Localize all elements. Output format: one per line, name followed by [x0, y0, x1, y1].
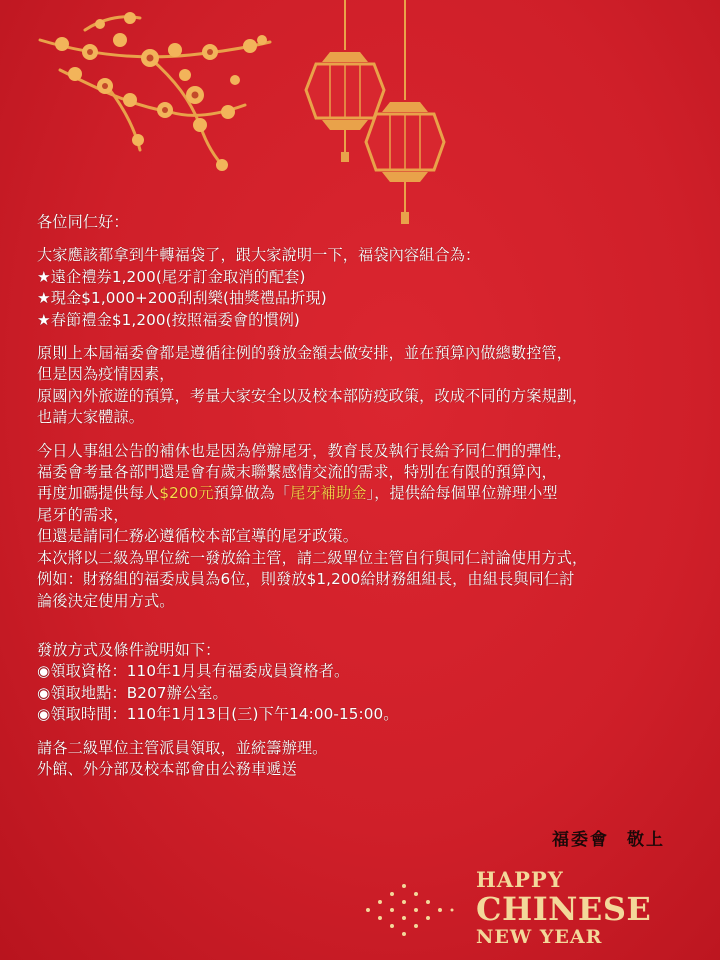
subsidy-mid: 預算做為「 [213, 484, 291, 503]
plum-flowers [55, 12, 267, 171]
bag-item: ★遠企禮券1,200(尾牙訂金取消的配套) [37, 267, 306, 286]
signature [552, 825, 665, 850]
distribution-item: ◉領取地點：B207辦公室。 [37, 683, 228, 702]
bag-item: ★春節禮金$1,200(按照福委會的慣例) [37, 310, 300, 329]
signature-regards: 敬上 [627, 830, 665, 850]
paragraph-line: 例如：財務組的福委成員為6位，則發放$1,200給財務組組長，由組長與同仁討 [37, 570, 575, 589]
closing-line: 外館、外分部及校本部會由公務車遞送 [37, 759, 297, 778]
closing-block [37, 738, 707, 781]
paragraph-line: 也請大家體諒。 [37, 408, 145, 427]
paragraph-line: 原則上本屆福委會都是遵循往例的發放金額去做安排，並在預算內做總數控管， [37, 344, 573, 363]
diamond-dots-icon [358, 880, 468, 940]
distribution-block [37, 640, 707, 726]
subsidy-amount: $200元 [159, 484, 214, 503]
paragraph-line: 本次將以二級為單位統一發放給主管，請二級單位主管自行與同仁討論使用方式， [37, 548, 588, 567]
intro-text: 大家應該都拿到牛轉福袋了，跟大家說明一下，福袋內容組合為： [37, 246, 481, 265]
greeting: 各位同仁好： [37, 213, 129, 231]
paragraph-line: 今日人事組公告的補休也是因為停辦尾牙，教育長及執行長給予同仁們的彈性， [37, 441, 573, 460]
plum-blossom-lantern-illustration [0, 0, 720, 230]
budget-explanation [37, 343, 707, 429]
banner-line: NEW YEAR [476, 926, 603, 948]
subsidy-term: 尾牙補助金 [290, 484, 367, 503]
banner-line: HAPPY [476, 867, 564, 892]
signature-org: 福委會 [552, 830, 609, 850]
paragraph-line: 但是因為疫情因素， [37, 365, 175, 384]
plum-branch-icon [40, 17, 270, 168]
paragraph-line: 福委會考量各部門還是會有歲末聯繫感情交流的需求，特別在有限的預算內， [37, 463, 557, 482]
bag-item: ★現金$1,000+200刮刮樂(抽獎禮品折現) [37, 289, 327, 308]
paragraph-line: 但還是請同仁務必遵循校本部宣導的尾牙政策。 [37, 527, 359, 546]
subsidy-post: 」，提供給每個單位辦理小型 [366, 484, 558, 503]
distribution-item: ◉領取資格：110年1月具有福委成員資格者。 [37, 662, 350, 681]
distribution-heading: 發放方式及條件說明如下： [37, 640, 221, 659]
announcement-body [37, 212, 707, 792]
happy-chinese-new-year-banner [476, 868, 651, 948]
paragraph-line: 尾牙的需求， [37, 505, 129, 524]
closing-line: 請各二級單位主管派員領取，並統籌辦理。 [37, 738, 328, 757]
subsidy-pre: 再度加碼提供每人 [37, 484, 160, 503]
distribution-item: ◉領取時間：110年1月13日(三)下午14:00-15:00。 [37, 705, 399, 724]
subsidy-line [37, 483, 707, 504]
bag-contents-block [37, 245, 707, 331]
paragraph-line: 原國內外旅遊的預算，考量大家安全以及校本部防疫政策，改成不同的方案規劃， [37, 386, 588, 405]
subsidy-explanation [37, 441, 707, 612]
greeting-block [37, 212, 707, 233]
paragraph-line: 論後決定使用方式。 [37, 591, 175, 610]
banner-line: CHINESE [476, 890, 652, 928]
